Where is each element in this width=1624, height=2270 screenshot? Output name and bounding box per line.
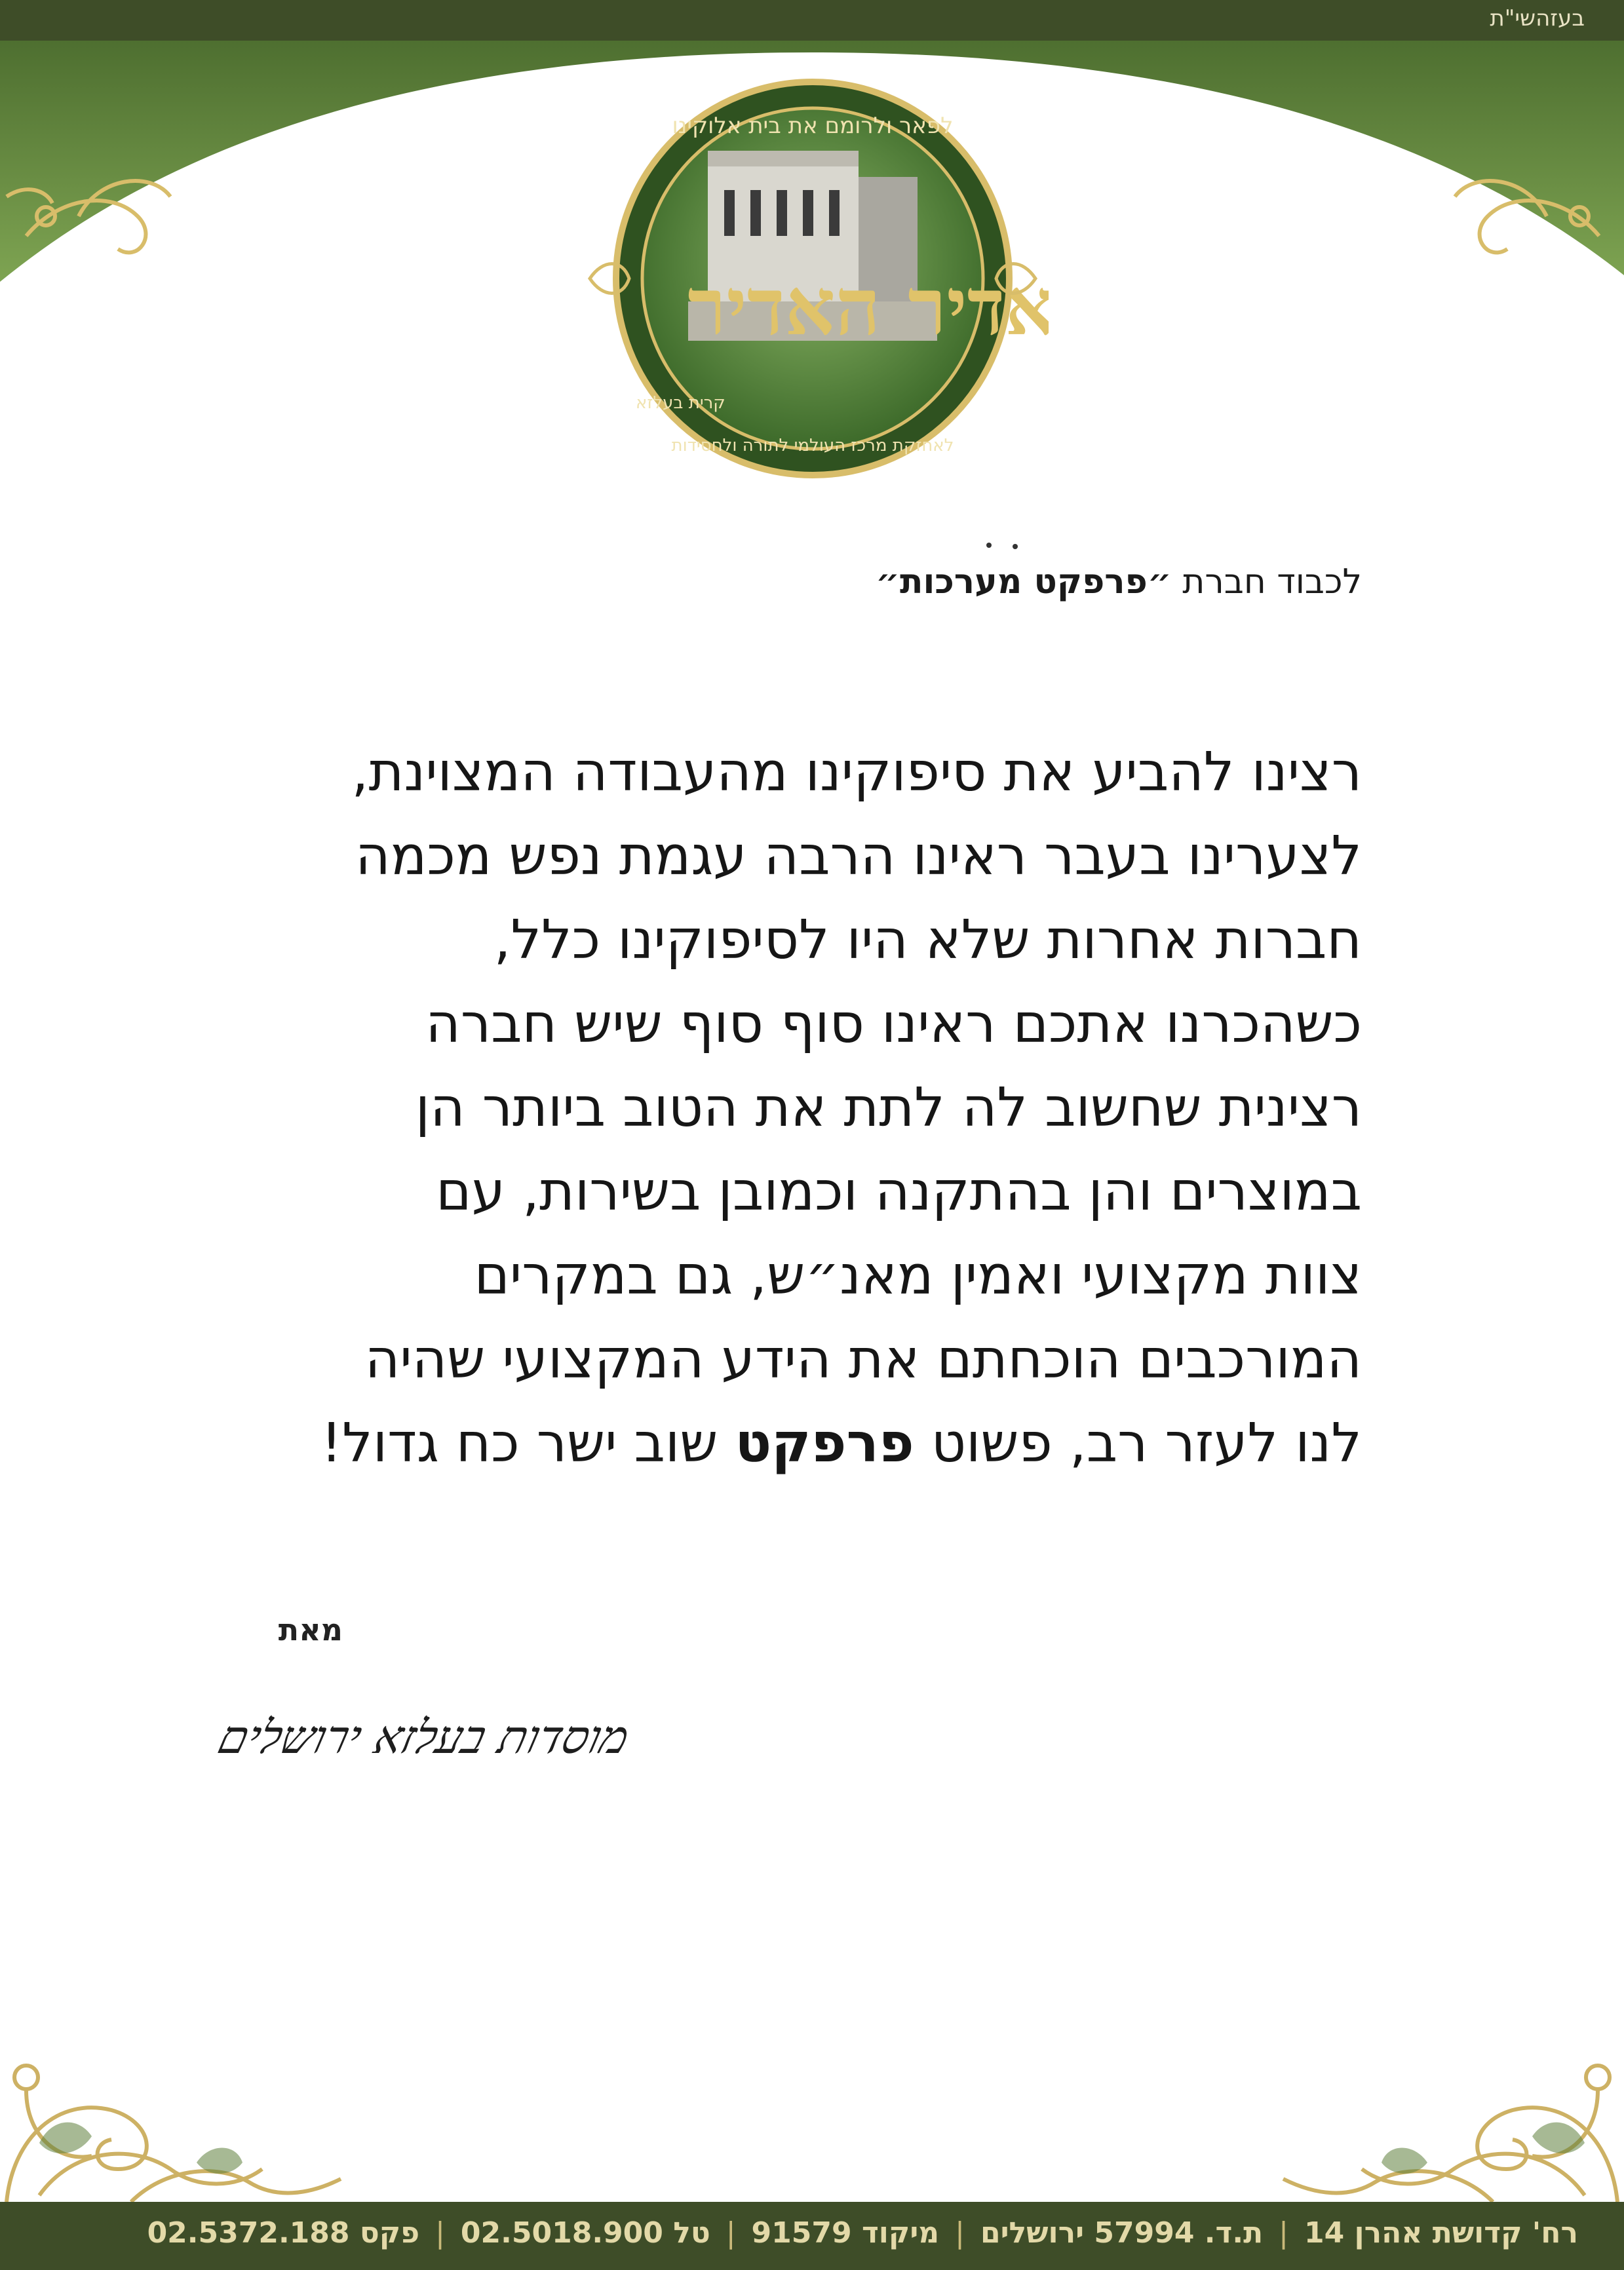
addressee-prefix: לכבוד חברת bbox=[1182, 562, 1362, 602]
footer-phone: טל 02.5018.900 bbox=[460, 2216, 710, 2250]
scan-dot bbox=[1013, 544, 1018, 549]
blessing-text: בעזהשי"ת bbox=[1490, 5, 1585, 31]
footer-fax: פקס 02.5372.188 bbox=[147, 2216, 420, 2250]
body-line: צוות מקצועי ואמין מאנ״ש, גם במקרים bbox=[474, 1244, 1362, 1307]
body-line: לצערינו בעבר ראינו הרבה עגמת נפש מכמה bbox=[355, 825, 1362, 887]
footer-ornament-right bbox=[1218, 2005, 1624, 2202]
footer-separator: | bbox=[435, 2216, 445, 2250]
emblem-side-text: קרית בעלזא bbox=[636, 393, 725, 413]
body-line: רצינית שחשוב לה לתת את הטוב ביותר הן bbox=[415, 1077, 1362, 1139]
body-line: חברות אחרות שלא היו לסיפוקינו כלל, bbox=[493, 909, 1362, 971]
body-line: במוצרים והן בהתקנה וכמובן בשירות, עם bbox=[436, 1161, 1362, 1223]
company-name-bold: פרפקט bbox=[735, 1412, 914, 1474]
body-line: המורכבים הוכחתם את הידע המקצועי שהיה bbox=[364, 1328, 1362, 1391]
body-line: רצינו להביע את סיפוקינו מהעבודה המצוינת, bbox=[351, 741, 1362, 803]
emblem bbox=[577, 52, 1049, 498]
footer-contact bbox=[147, 2216, 1578, 2250]
addressee-line bbox=[876, 562, 1362, 602]
company-name: ״פרפקט מערכות״ bbox=[876, 562, 1172, 602]
scan-dot bbox=[986, 543, 992, 548]
letter-body bbox=[235, 731, 1362, 1486]
signature: מוסדות בעלזא ירושלים bbox=[212, 1710, 635, 1764]
last-line-start: לנו לעזר רב, פשוט bbox=[931, 1412, 1362, 1474]
footer-ornament-left bbox=[0, 2005, 406, 2202]
emblem-title: אדיר האדיר bbox=[687, 261, 1049, 353]
footer-separator: | bbox=[955, 2216, 965, 2250]
body-line-last bbox=[235, 1402, 1362, 1486]
footer-separator: | bbox=[725, 2216, 736, 2250]
body-line: כשהכרנו אתכם ראינו סוף סוף שיש חברה bbox=[425, 993, 1362, 1055]
emblem-bottom-arc-text: לאחזקת מרכז העולמי לתורה ולחסידות bbox=[671, 436, 954, 455]
footer-zip: מיקוד 91579 bbox=[751, 2216, 940, 2250]
footer-address: רח' קדושת אהרן 14 bbox=[1304, 2216, 1578, 2250]
footer-separator: | bbox=[1279, 2216, 1288, 2250]
from-label: מאת bbox=[278, 1612, 343, 1647]
emblem-top-arc-text: לפאר ולרומם את בית אלוקינו bbox=[672, 113, 954, 139]
footer-po-box: ת.ד. 57994 ירושלים bbox=[980, 2216, 1264, 2250]
last-line-end: שוב ישר כח גדול! bbox=[320, 1412, 718, 1474]
